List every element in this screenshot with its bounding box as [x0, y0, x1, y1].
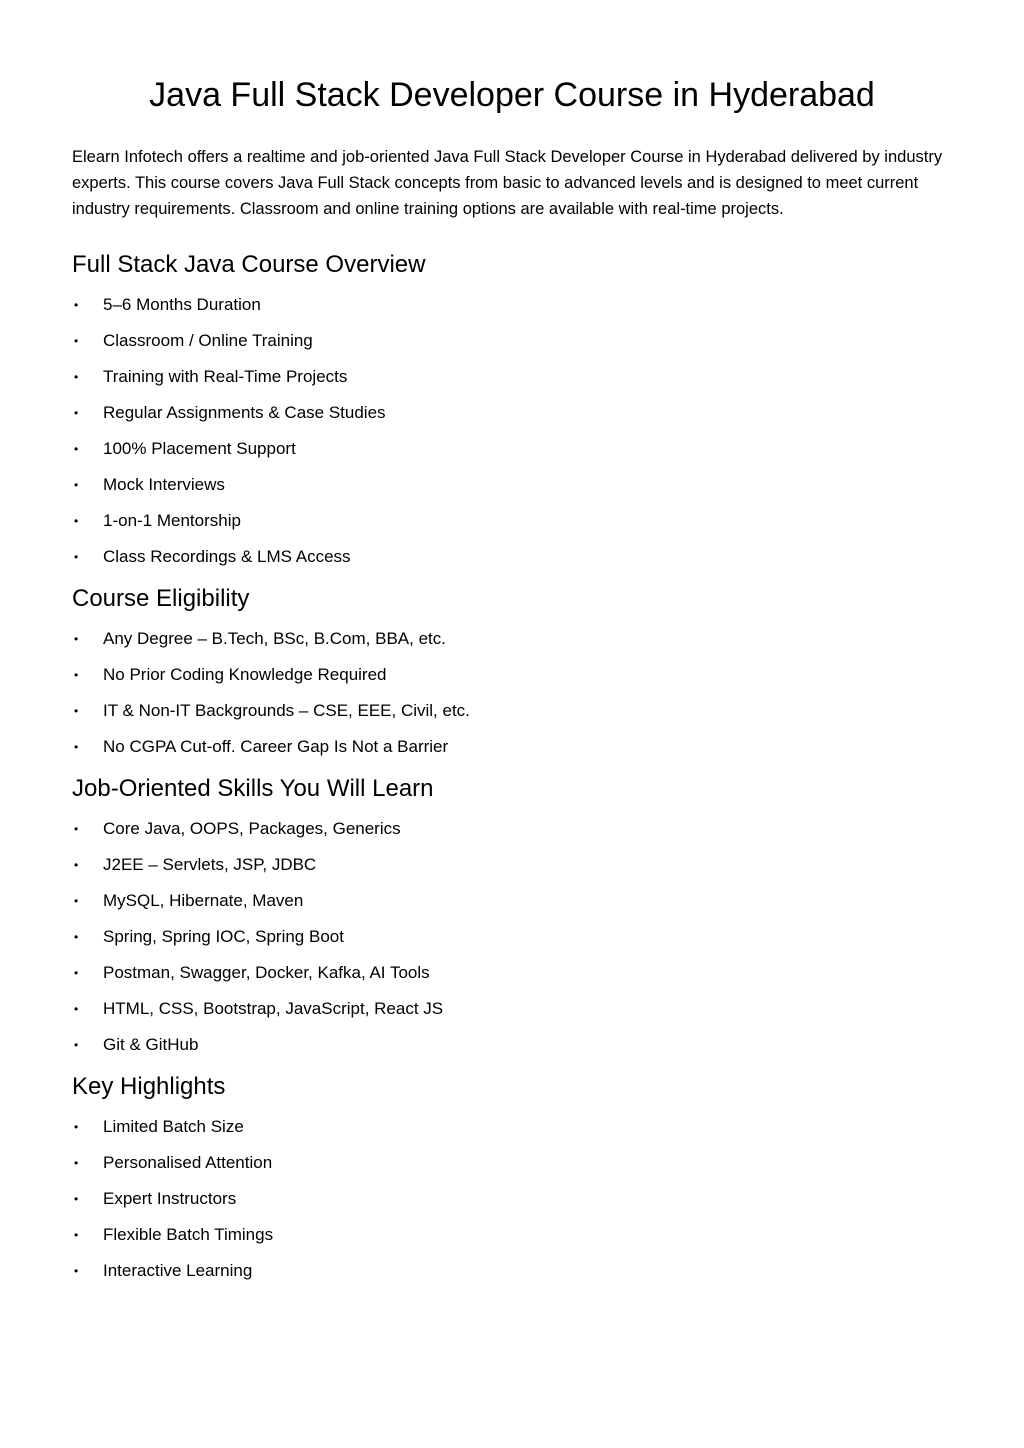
list-item: [72, 1225, 952, 1245]
bullet-icon: •: [74, 550, 79, 564]
list-item-text: Spring, Spring IOC, Spring Boot: [103, 927, 344, 946]
list-item-text: J2EE – Servlets, JSP, JDBC: [103, 855, 317, 874]
list-item: [72, 295, 952, 315]
list-item: [72, 331, 952, 351]
list-item-text: IT & Non-IT Backgrounds – CSE, EEE, Civil, etc.: [103, 701, 470, 720]
sections: [72, 250, 952, 1281]
list-item-text: No CGPA Cut-off. Career Gap Is Not a Barrier: [103, 737, 449, 756]
list-item: [72, 629, 952, 649]
list-item: [72, 403, 952, 423]
bullet-icon: •: [74, 370, 79, 384]
list-item: [72, 439, 952, 459]
list-item: [72, 999, 952, 1019]
list-item-text: Class Recordings & LMS Access: [103, 547, 351, 566]
page-title: Java Full Stack Developer Course in Hyderabad: [149, 76, 875, 114]
bullet-icon: •: [74, 822, 79, 836]
list-item: [72, 737, 952, 757]
section: [72, 250, 952, 567]
list-item: [72, 927, 952, 947]
list-item-text: Regular Assignments & Case Studies: [103, 403, 386, 422]
bullet-icon: •: [74, 740, 79, 754]
bullet-list: [72, 629, 952, 757]
list-item: [72, 855, 952, 875]
list-item: [72, 547, 952, 567]
bullet-icon: •: [74, 930, 79, 944]
list-item-text: 1-on-1 Mentorship: [103, 511, 241, 530]
list-item: [72, 511, 952, 531]
bullet-icon: •: [74, 1120, 79, 1134]
list-item: [72, 701, 952, 721]
bullet-icon: •: [74, 442, 79, 456]
bullet-icon: •: [74, 1156, 79, 1170]
section: [72, 1072, 952, 1281]
list-item-text: 100% Placement Support: [103, 439, 296, 458]
list-item-text: Core Java, OOPS, Packages, Generics: [103, 819, 401, 838]
bullet-icon: •: [74, 704, 79, 718]
bullet-list: [72, 819, 952, 1055]
list-item-text: Flexible Batch Timings: [103, 1225, 274, 1244]
intro-paragraph: Elearn Infotech offers a realtime and job-oriented Java Full Stack Developer Course in Hyderabad delivered by industry experts. This course covers Java Full Stack concepts from basic to advanced levels and is designed to meet current industry requirements. Classroom and online training options are available with real-time projects.: [72, 148, 943, 218]
bullet-icon: •: [74, 632, 79, 646]
list-item: [72, 367, 952, 387]
bullet-icon: •: [74, 1192, 79, 1206]
section: [72, 774, 952, 1055]
list-item-text: Postman, Swagger, Docker, Kafka, AI Tools: [103, 963, 430, 982]
bullet-list: [72, 1117, 952, 1281]
bullet-icon: •: [74, 406, 79, 420]
list-item-text: Expert Instructors: [103, 1189, 237, 1208]
bullet-icon: •: [74, 1228, 79, 1242]
list-item-text: Interactive Learning: [103, 1261, 253, 1280]
bullet-icon: •: [74, 894, 79, 908]
list-item: [72, 665, 952, 685]
bullet-icon: •: [74, 668, 79, 682]
bullet-icon: •: [74, 966, 79, 980]
list-item-text: Classroom / Online Training: [103, 331, 313, 350]
list-item-text: Personalised Attention: [103, 1153, 273, 1172]
list-item-text: MySQL, Hibernate, Maven: [103, 891, 304, 910]
section-heading: Full Stack Java Course Overview: [72, 251, 426, 278]
section-heading: Course Eligibility: [72, 585, 250, 612]
bullet-icon: •: [74, 858, 79, 872]
section-heading: Job-Oriented Skills You Will Learn: [72, 775, 434, 802]
bullet-icon: •: [74, 334, 79, 348]
bullet-icon: •: [74, 298, 79, 312]
list-item: [72, 891, 952, 911]
document-page: [72, 75, 952, 1297]
list-item-text: Any Degree – B.Tech, BSc, B.Com, BBA, etc.: [103, 629, 446, 648]
bullet-list: [72, 295, 952, 567]
list-item: [72, 1189, 952, 1209]
section: [72, 584, 952, 757]
list-item: [72, 819, 952, 839]
list-item: [72, 1153, 952, 1173]
bullet-icon: •: [74, 514, 79, 528]
list-item-text: Git & GitHub: [103, 1035, 199, 1054]
list-item-text: 5–6 Months Duration: [103, 295, 261, 314]
list-item-text: Limited Batch Size: [103, 1117, 244, 1136]
list-item: [72, 1035, 952, 1055]
bullet-icon: •: [74, 1002, 79, 1016]
list-item: [72, 963, 952, 983]
list-item-text: No Prior Coding Knowledge Required: [103, 665, 387, 684]
list-item-text: Training with Real-Time Projects: [103, 367, 348, 386]
bullet-icon: •: [74, 1264, 79, 1278]
list-item-text: Mock Interviews: [103, 475, 225, 494]
list-item-text: HTML, CSS, Bootstrap, JavaScript, React JS: [103, 999, 444, 1018]
list-item: [72, 1261, 952, 1281]
bullet-icon: •: [74, 1038, 79, 1052]
list-item: [72, 1117, 952, 1137]
section-heading: Key Highlights: [72, 1073, 226, 1100]
bullet-icon: •: [74, 478, 79, 492]
list-item: [72, 475, 952, 495]
